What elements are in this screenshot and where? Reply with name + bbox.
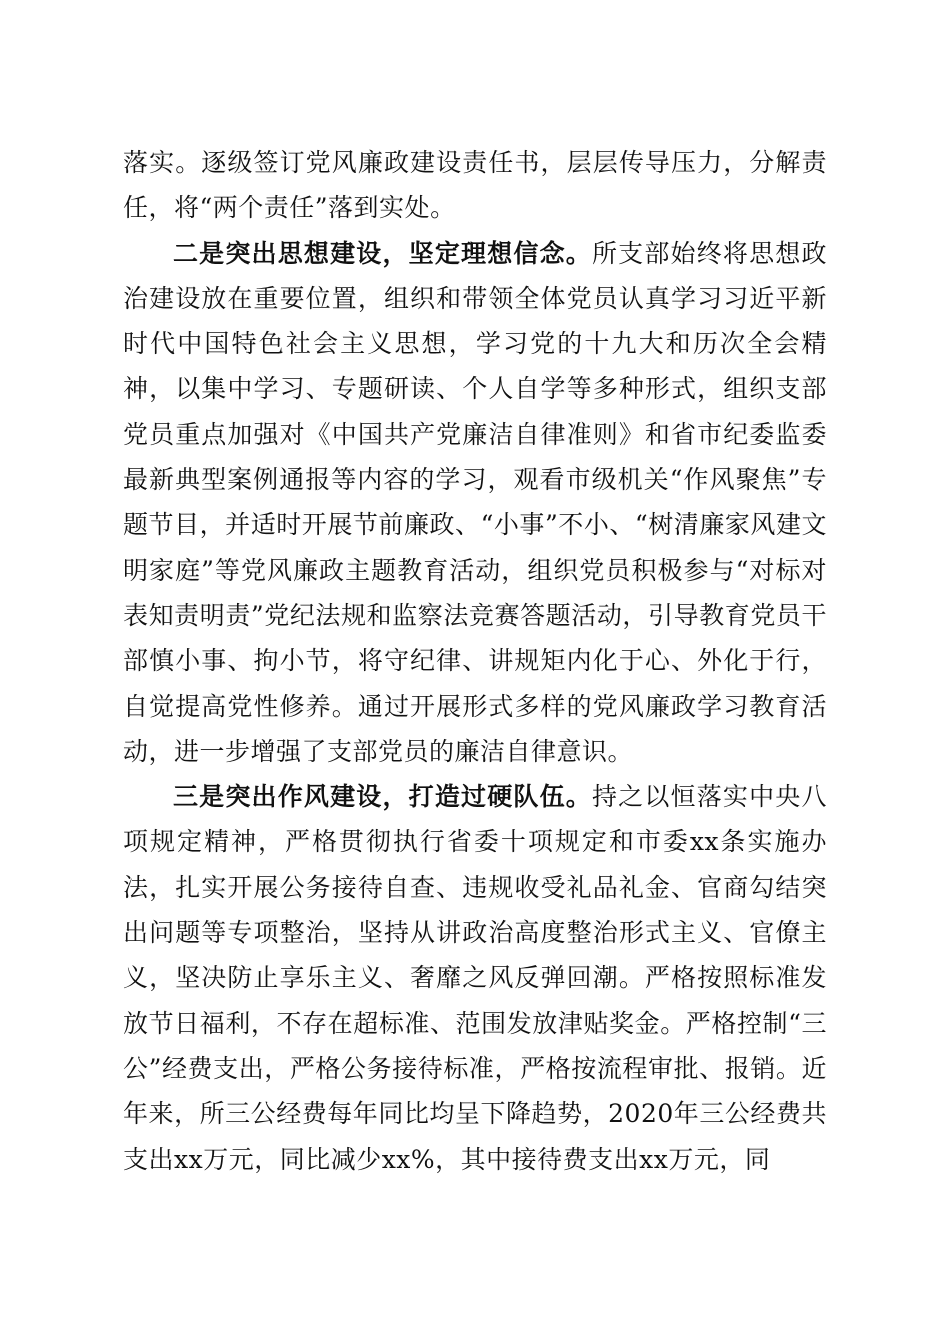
paragraph-3-heading: 三是突出作风建设，打造过硬队伍。 [173,782,592,812]
document-body [123,140,827,1182]
paragraph-1 [123,140,827,231]
paragraph-2-text: 所支部始终将思想政治建设放在重要位置，组织和带领全体党员认真学习习近平新时代中国特色社会主义思想，学习党的十九大和历次全会精神，以集中学习、专题研读、个人自学等多种形式，组织支部党员重点加强对《中国共产党廉洁自律准则》和省市纪委监委最新典型案例通报等内容的学习，观看市级机关“作风聚焦”专题节目，并适时开展节前廉政、“小事”不小、“树清廉家风建文明家庭”等党风廉政主题教育活动，组织党员积极参与“对标对表知责明责”党纪法规和监察法竞赛答题活动，引导教育党员干部慎小事、拘小节，将守纪律、讲规矩内化于心、外化于行，自觉提高党性修养。通过开展形式多样的党风廉政学习教育活动，进一步增强了支部党员的廉洁自律意识。 [123,238,827,766]
paragraph-3-text: 持之以恒落实中央八项规定精神，严格贯彻执行省委十项规定和市委xx条实施办法，扎实开展公务接待自查、违规收受礼品礼金、官商勾结突出问题等专项整治，坚持从讲政治高度整治形式主义、官僚主义，坚决防止享乐主义、奢靡之风反弹回潮。严格按照标准发放节日福利，不存在超标准、范围发放津贴奖金。严格控制“三公”经费支出，严格公务接待标准，严格按流程审批、报销。近年来，所三公经费每年同比均呈下降趋势，2020年三公经费共支出xx万元，同比减少xx%，其中接待费支出xx万元，同 [123,782,827,1174]
paragraph-2 [123,231,827,775]
paragraph-3 [123,774,827,1182]
paragraph-2-heading: 二是突出思想建设，坚定理想信念。 [173,238,592,268]
paragraph-1-text: 落实。逐级签订党风廉政建设责任书，层层传导压力，分解责任，将“两个责任”落到实处。 [123,148,827,223]
